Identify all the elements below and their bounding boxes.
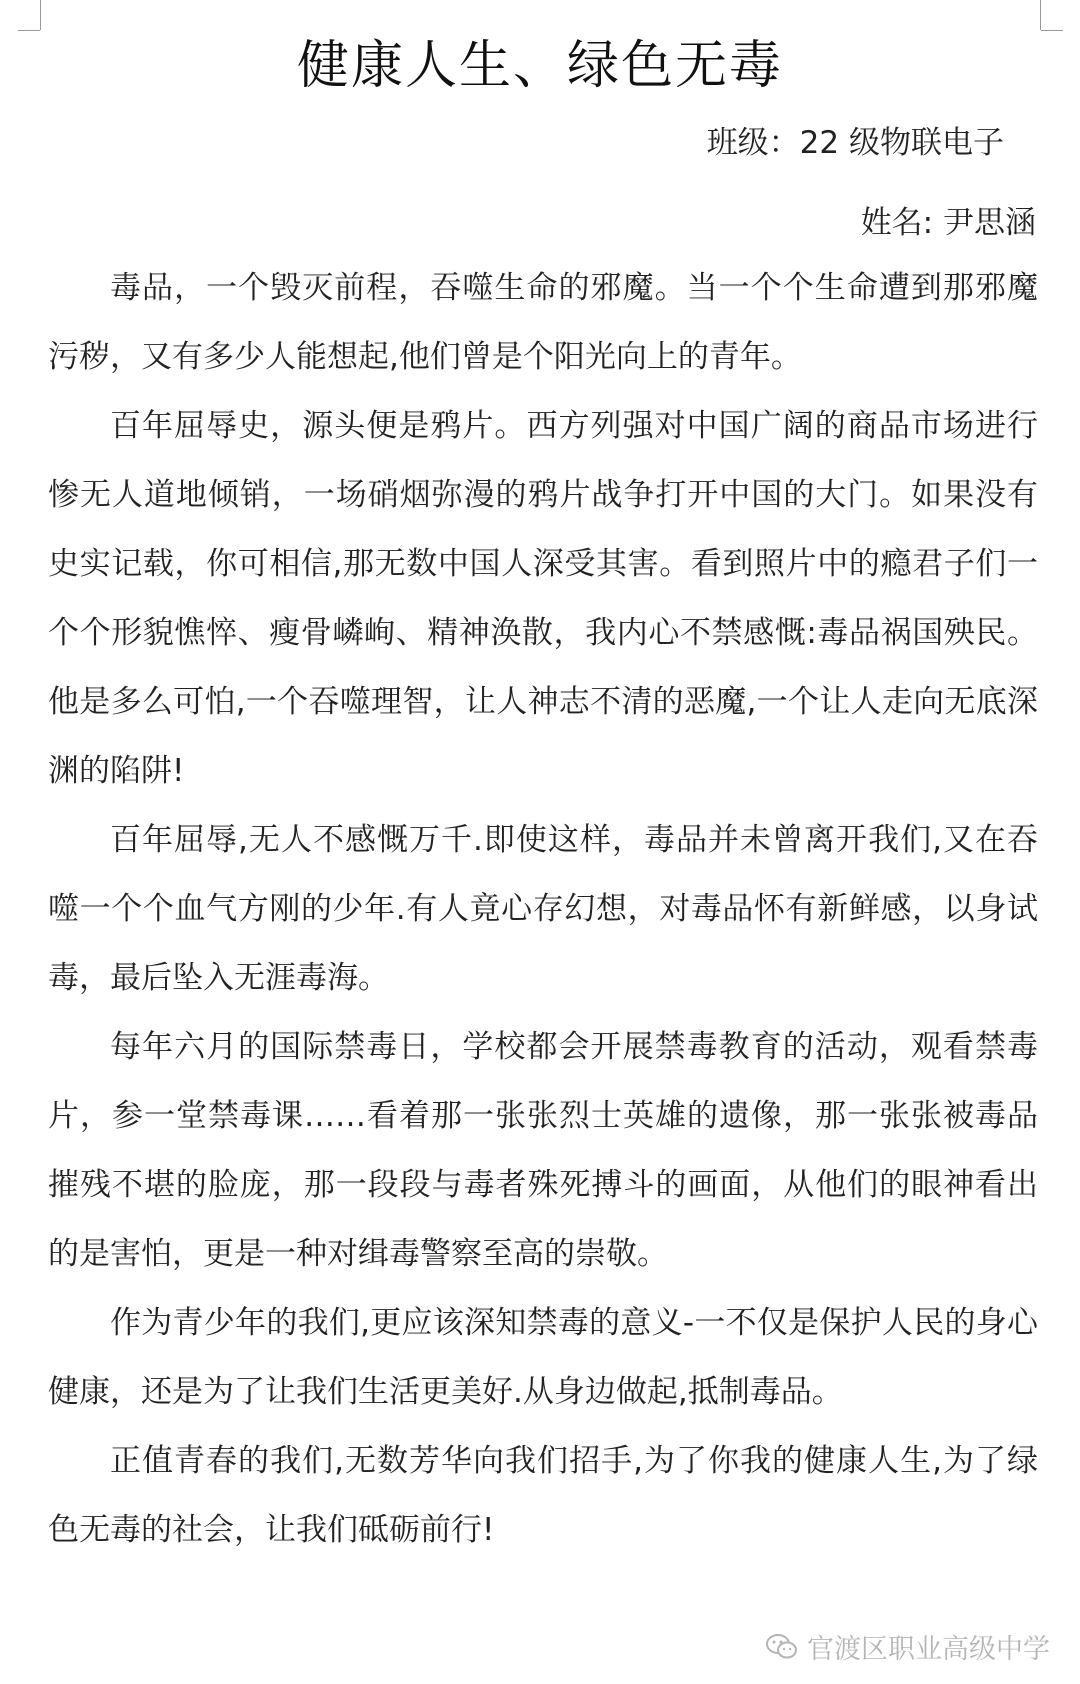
paragraph-4: 每年六月的国际禁毒日，学校都会开展禁毒教育的活动，观看禁毒片，参一堂禁毒课……看着那一张张烈士英雄的遗像，那一张张被毒品摧残不堪的脸庞，那一段段与毒者殊死搏斗的画面，从他们的眼神看出的是害怕，更是一种对缉毒警察至高的崇敬。 bbox=[48, 1029, 1038, 1272]
wechat-icon bbox=[765, 1632, 799, 1662]
class-line: 班级：22 级物联电子 bbox=[706, 125, 1004, 161]
author-name-line: 姓名: 尹思涵 bbox=[860, 205, 1036, 241]
paragraph-1: 毒品，一个毁灭前程，吞噬生命的邪魔。当一个个生命遭到那邪魔污秽，又有多少人能想起,他们曾是个阳光向上的青年。 bbox=[48, 270, 1038, 375]
essay-body bbox=[48, 254, 1038, 1565]
paragraph-5: 作为青少年的我们,更应该深知禁毒的意义-一不仅是保护人民的身心健康，还是为了让我们生活更美好.从身边做起,抵制毒品。 bbox=[48, 1305, 1038, 1410]
paragraph-6: 正值青春的我们,无数芳华向我们招手,为了你我的健康人生,为了绿色无毒的社会，让我们砥砺前行! bbox=[48, 1443, 1038, 1548]
paragraph-3: 百年屈辱,无人不感慨万千.即使这样，毒品并未曾离开我们,又在吞噬一个个血气方刚的少年.有人竟心存幻想，对毒品怀有新鲜感，以身试毒，最后坠入无涯毒海。 bbox=[48, 822, 1038, 996]
document-title: 健康人生、绿色无毒 bbox=[296, 36, 783, 96]
paragraph-2: 百年屈辱史，源头便是鸦片。西方列强对中国广阔的商品市场进行惨无人道地倾销，一场硝烟弥漫的鸦片战争打开中国的大门。如果没有史实记载，你可相信,那无数中国人深受其害。看到照片中的瘾君子们一个个形貌憔悴、瘦骨嶙峋、精神涣散，我内心不禁感慨:毒品祸国殃民。他是多么可怕,一个吞噬理智，让人神志不清的恶魔,一个让人走向无底深渊的陷阱! bbox=[48, 408, 1038, 789]
watermark-text: 官渡区职业高级中学 bbox=[807, 1634, 1050, 1665]
wechat-watermark bbox=[765, 1627, 1050, 1666]
